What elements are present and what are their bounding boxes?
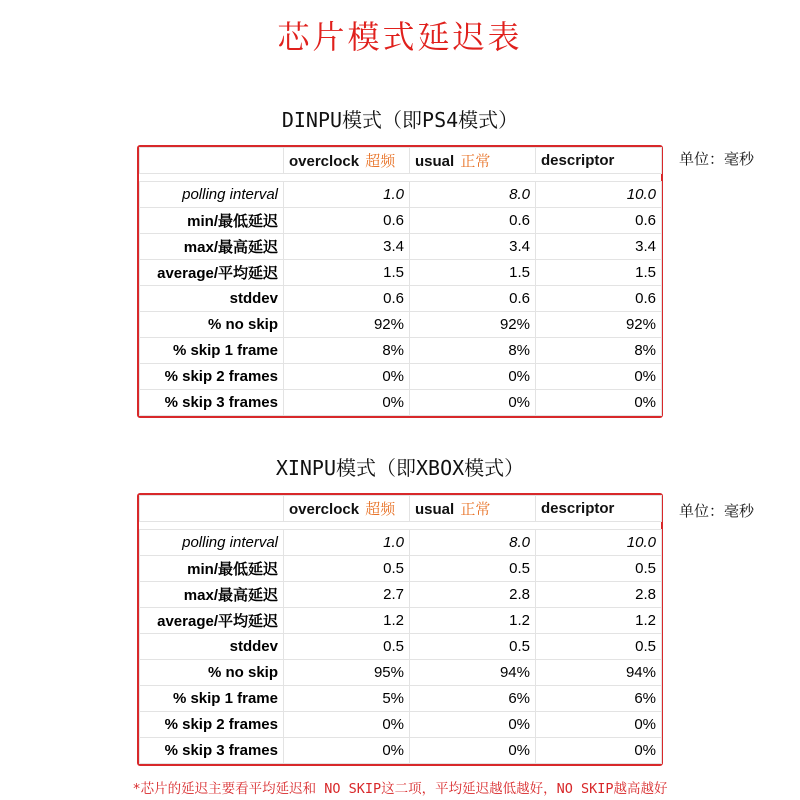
table-row bbox=[140, 208, 662, 234]
value-cell: 1.2 bbox=[536, 608, 662, 634]
column-header-overclock: overclock 超频 bbox=[284, 496, 410, 522]
value-cell: 95% bbox=[284, 660, 410, 686]
value-cell: 0% bbox=[410, 712, 536, 738]
value-cell: 8% bbox=[284, 338, 410, 364]
xinpu-table-body bbox=[140, 530, 662, 764]
value-cell: 1.5 bbox=[284, 260, 410, 286]
table-row bbox=[140, 234, 662, 260]
value-cell: 3.4 bbox=[410, 234, 536, 260]
header-spacer bbox=[140, 174, 662, 182]
value-cell: 1.0 bbox=[284, 530, 410, 556]
value-cell: 0.6 bbox=[410, 208, 536, 234]
table-row bbox=[140, 312, 662, 338]
value-cell: 94% bbox=[536, 660, 662, 686]
value-cell: 3.4 bbox=[536, 234, 662, 260]
dinpu-unit-label: 单位：毫秒 bbox=[679, 150, 755, 168]
row-label: max/最高延迟 bbox=[140, 582, 284, 608]
value-cell: 0% bbox=[410, 390, 536, 416]
value-cell: 8.0 bbox=[410, 182, 536, 208]
column-header-usual: usual 正常 bbox=[410, 148, 536, 174]
row-label: average/平均延迟 bbox=[140, 608, 284, 634]
value-cell: 0.5 bbox=[284, 556, 410, 582]
value-cell: 10.0 bbox=[536, 530, 662, 556]
value-cell: 1.2 bbox=[284, 608, 410, 634]
table-row bbox=[140, 608, 662, 634]
footnote: *芯片的延迟主要看平均延迟和 NO SKIP这二项，平均延迟越低越好，NO SKIP越高越好 bbox=[132, 781, 668, 797]
column-header-descriptor: descriptor bbox=[536, 148, 662, 174]
value-cell: 0% bbox=[284, 738, 410, 764]
column-header-usual: usual 正常 bbox=[410, 496, 536, 522]
value-cell: 8% bbox=[536, 338, 662, 364]
header-spacer bbox=[140, 522, 662, 530]
column-header-descriptor: descriptor bbox=[536, 496, 662, 522]
table-row bbox=[140, 712, 662, 738]
table-row bbox=[140, 390, 662, 416]
value-cell: 92% bbox=[284, 312, 410, 338]
value-cell: 0.6 bbox=[536, 286, 662, 312]
row-label: % skip 3 frames bbox=[140, 390, 284, 416]
dinpu-table-body bbox=[140, 182, 662, 416]
dinpu-table-frame bbox=[137, 145, 663, 418]
value-cell: 0.6 bbox=[410, 286, 536, 312]
row-label: polling interval bbox=[140, 530, 284, 556]
row-label: min/最低延迟 bbox=[140, 208, 284, 234]
corner-cell bbox=[140, 496, 284, 522]
value-cell: 2.8 bbox=[536, 582, 662, 608]
value-cell: 0.6 bbox=[284, 208, 410, 234]
table-row bbox=[140, 286, 662, 312]
value-cell: 92% bbox=[536, 312, 662, 338]
value-cell: 2.7 bbox=[284, 582, 410, 608]
value-cell: 0% bbox=[284, 390, 410, 416]
row-label: average/平均延迟 bbox=[140, 260, 284, 286]
row-label: max/最高延迟 bbox=[140, 234, 284, 260]
xinpu-section-title: XINPU模式（即XBOX模式） bbox=[275, 456, 525, 480]
row-label: min/最低延迟 bbox=[140, 556, 284, 582]
value-cell: 94% bbox=[410, 660, 536, 686]
value-cell: 0% bbox=[410, 738, 536, 764]
xinpu-unit-label: 单位：毫秒 bbox=[679, 502, 755, 520]
xinpu-latency-table bbox=[139, 495, 662, 764]
header-row bbox=[140, 496, 662, 522]
value-cell: 0% bbox=[536, 738, 662, 764]
table-row bbox=[140, 556, 662, 582]
value-cell: 8% bbox=[410, 338, 536, 364]
value-cell: 0.6 bbox=[536, 208, 662, 234]
value-cell: 6% bbox=[410, 686, 536, 712]
value-cell: 0% bbox=[536, 712, 662, 738]
table-row bbox=[140, 582, 662, 608]
value-cell: 10.0 bbox=[536, 182, 662, 208]
value-cell: 1.2 bbox=[410, 608, 536, 634]
value-cell: 1.5 bbox=[536, 260, 662, 286]
table-row bbox=[140, 738, 662, 764]
row-label: polling interval bbox=[140, 182, 284, 208]
value-cell: 3.4 bbox=[284, 234, 410, 260]
value-cell: 5% bbox=[284, 686, 410, 712]
value-cell: 0.5 bbox=[536, 556, 662, 582]
row-label: % no skip bbox=[140, 660, 284, 686]
table-row bbox=[140, 182, 662, 208]
value-cell: 0% bbox=[536, 364, 662, 390]
table-row bbox=[140, 338, 662, 364]
value-cell: 0% bbox=[284, 364, 410, 390]
table-row bbox=[140, 686, 662, 712]
row-label: stddev bbox=[140, 634, 284, 660]
value-cell: 0.5 bbox=[410, 634, 536, 660]
row-label: % skip 2 frames bbox=[140, 364, 284, 390]
row-label: stddev bbox=[140, 286, 284, 312]
row-label: % skip 3 frames bbox=[140, 738, 284, 764]
table-row bbox=[140, 660, 662, 686]
table-row bbox=[140, 530, 662, 556]
row-label: % skip 2 frames bbox=[140, 712, 284, 738]
value-cell: 0.5 bbox=[536, 634, 662, 660]
value-cell: 8.0 bbox=[410, 530, 536, 556]
row-label: % no skip bbox=[140, 312, 284, 338]
value-cell: 0% bbox=[284, 712, 410, 738]
row-label: % skip 1 frame bbox=[140, 338, 284, 364]
dinpu-section-title: DINPU模式（即PS4模式） bbox=[281, 108, 519, 132]
header-row bbox=[140, 148, 662, 174]
table-row bbox=[140, 260, 662, 286]
value-cell: 0% bbox=[410, 364, 536, 390]
xinpu-table-frame bbox=[137, 493, 663, 766]
value-cell: 0.5 bbox=[410, 556, 536, 582]
value-cell: 0.5 bbox=[284, 634, 410, 660]
table-row bbox=[140, 634, 662, 660]
table-row bbox=[140, 364, 662, 390]
dinpu-latency-table bbox=[139, 147, 662, 416]
corner-cell bbox=[140, 148, 284, 174]
row-label: % skip 1 frame bbox=[140, 686, 284, 712]
value-cell: 0.6 bbox=[284, 286, 410, 312]
value-cell: 6% bbox=[536, 686, 662, 712]
value-cell: 0% bbox=[536, 390, 662, 416]
value-cell: 1.0 bbox=[284, 182, 410, 208]
column-header-overclock: overclock 超频 bbox=[284, 148, 410, 174]
value-cell: 2.8 bbox=[410, 582, 536, 608]
value-cell: 1.5 bbox=[410, 260, 536, 286]
page-title: 芯片模式延迟表 bbox=[277, 18, 523, 56]
value-cell: 92% bbox=[410, 312, 536, 338]
